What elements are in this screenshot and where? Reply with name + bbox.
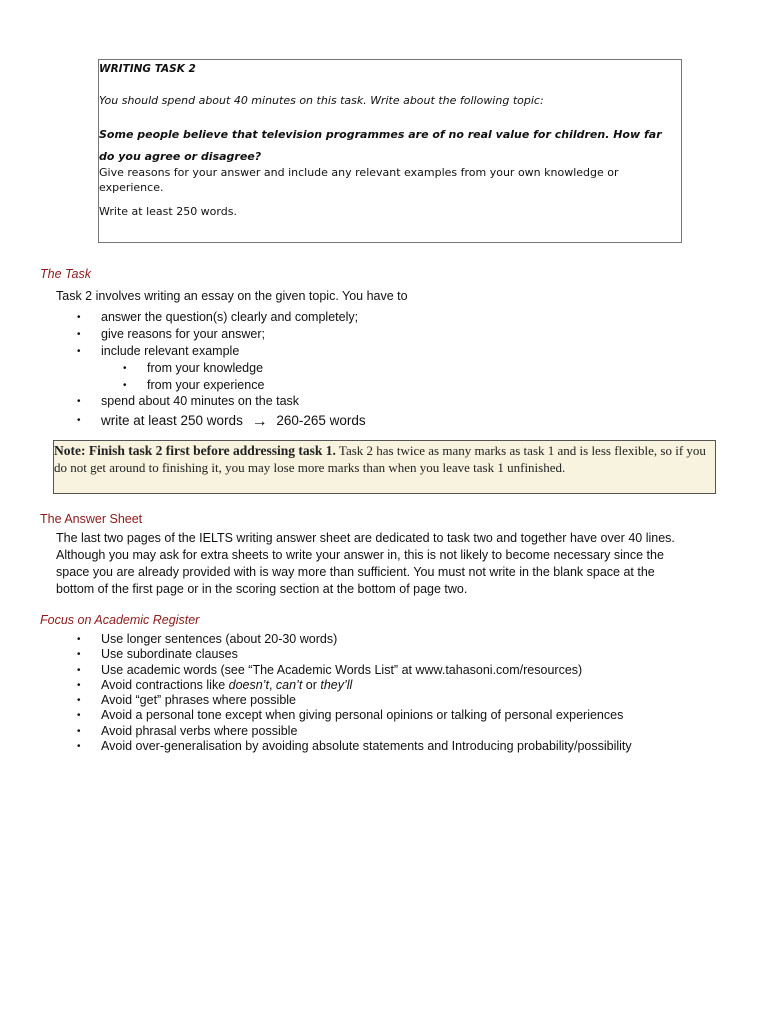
bullet-icon: • [77, 679, 81, 691]
list-item: • from your experience [123, 378, 265, 392]
list-item: • Use longer sentences (about 20-30 words) [77, 632, 338, 646]
arrow-right-icon: → [251, 413, 268, 430]
bullet-icon: • [123, 363, 127, 374]
paragraph-line: Although you may ask for extra sheets to write your answer in, this is not likely to become necessary since the [56, 548, 664, 562]
answer-sheet-heading: The Answer Sheet [40, 512, 143, 526]
list-item: • Avoid a personal tone except when giving personal opinions or talking of personal experiences [77, 708, 624, 723]
task-box-word-count: Write at least 250 words. [99, 204, 237, 218]
list-item: • give reasons for your answer; [77, 327, 265, 341]
bullet-icon: • [77, 664, 81, 676]
the-task-intro: Task 2 involves writing an essay on the given topic. You have to [56, 289, 408, 303]
list-item: • write at least 250 words → 260-265 words [77, 413, 366, 430]
the-task-heading: The Task [40, 267, 91, 281]
bullet-icon: • [77, 649, 81, 661]
bullet-icon: • [77, 346, 81, 357]
bullet-icon: • [77, 695, 81, 707]
list-item: • answer the question(s) clearly and completely; [77, 310, 359, 324]
list-item: • Use academic words (see “The Academic Words List” at www.tahasoni.com/resources) [77, 662, 583, 677]
bullet-icon: • [77, 396, 81, 407]
list-item: • Use subordinate clauses [77, 647, 238, 662]
task-bullet-list [77, 309, 359, 360]
list-item: • Avoid “get” phrases where possible [77, 693, 297, 708]
task-box-instruction: You should spend about 40 minutes on this task. Write about the following topic: [99, 94, 544, 108]
task-box-topic: Some people believe that television programmes are of no real value for children. How far do you agree or disagree? [99, 128, 662, 164]
paragraph-line: bottom of the first page or in the scoring section at the bottom of page two. [56, 582, 468, 596]
register-bullet-list [77, 632, 632, 754]
task-box-reasons: Give reasons for your answer and include any relevant examples from your own knowledge or experience. [99, 166, 619, 194]
paragraph-line: The last two pages of the IELTS writing answer sheet are dedicated to task two and together have over 40 lines. [56, 531, 675, 545]
list-item: • include relevant example [77, 344, 240, 358]
task-bullet-list-2 [77, 393, 366, 430]
list-item: • spend about 40 minutes on the task [77, 394, 300, 408]
note-box [53, 440, 716, 494]
register-heading: Focus on Academic Register [40, 613, 200, 627]
list-item: • Avoid over-generalisation by avoiding absolute statements and Introducing probability/possibility [77, 739, 632, 754]
bullet-icon: • [77, 710, 81, 722]
bullet-icon: • [77, 741, 81, 753]
task-box-title: WRITING TASK 2 [99, 63, 196, 75]
answer-sheet-paragraph [56, 530, 716, 598]
paragraph-line: space you are already provided with is way more than sufficient. You must not write in the blank space at the [56, 565, 655, 579]
note-bold: Note: Finish task 2 first before addressing task 1. [54, 443, 336, 458]
bullet-icon: • [77, 725, 81, 737]
list-item: • from your knowledge [123, 361, 264, 375]
list-item: • Avoid contractions like doesn’t, can’t or they’ll [77, 677, 353, 692]
task-sub-bullet-list [123, 360, 265, 394]
bullet-icon: • [77, 415, 81, 426]
bullet-icon: • [123, 380, 127, 391]
bullet-icon: • [77, 329, 81, 340]
bullet-icon: • [77, 634, 81, 645]
writing-task-box [98, 59, 682, 243]
bullet-icon: • [77, 312, 81, 323]
list-item: • Avoid phrasal verbs where possible [77, 723, 298, 738]
note-text: Task 2 has twice as many marks as task 1 and is less flexible, so if you do not get around to finishing it, you may lose more marks than when you leave task 1 unfinished. [54, 443, 706, 475]
